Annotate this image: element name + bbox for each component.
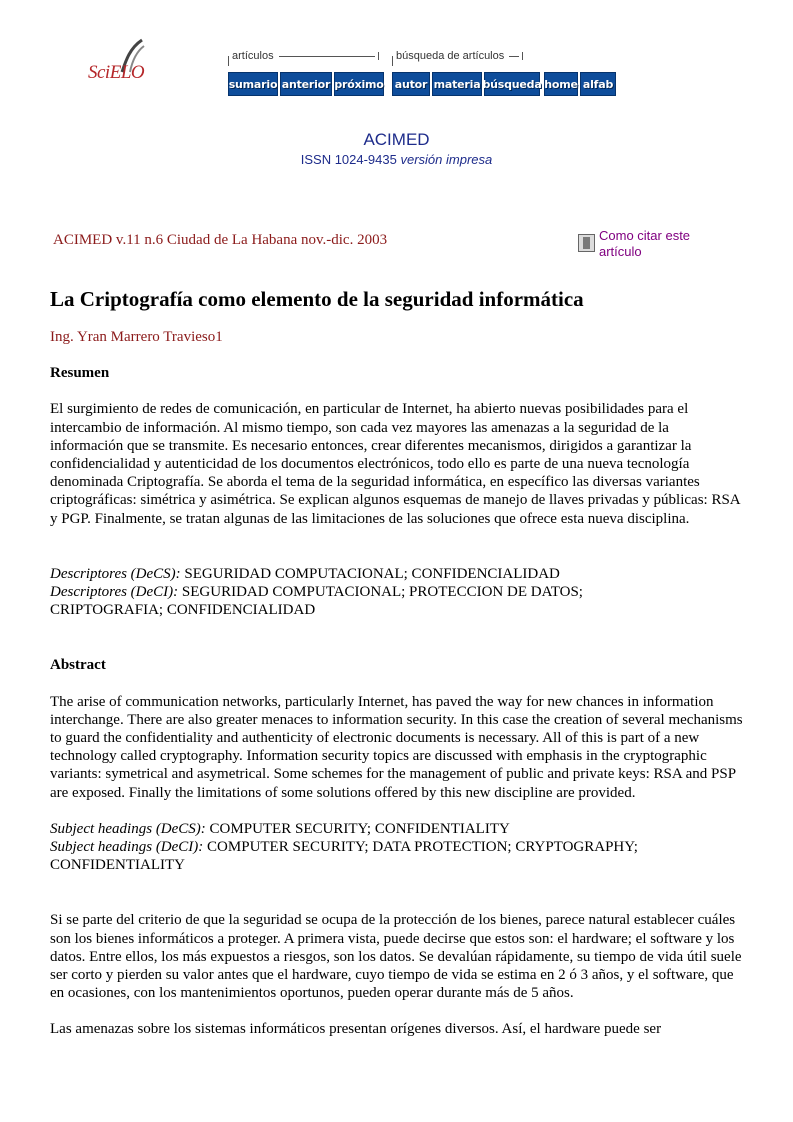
article-content xyxy=(50,284,750,1039)
busqueda-button[interactable]: búsqueda xyxy=(484,72,540,96)
journal-title: ACIMED xyxy=(363,130,430,149)
document-icon xyxy=(578,234,595,252)
autor-button[interactable]: autor xyxy=(392,72,430,96)
cite-article-link[interactable]: Como citar este artículo xyxy=(599,228,691,259)
subject-headings-decs: Subject headings (DeCS): COMPUTER SECURITY; CONFIDENTIALITY xyxy=(50,820,510,837)
decs-descriptors: Descriptores (DeCS): SEGURIDAD COMPUTACIONAL; CONFIDENCIALIDAD xyxy=(50,565,560,582)
resumen-heading: Resumen xyxy=(50,365,110,382)
search-caption: búsqueda de artículos xyxy=(392,50,540,64)
cite-article-box[interactable] xyxy=(578,228,719,260)
extra-buttons xyxy=(544,72,616,96)
articles-caption: artículos xyxy=(228,50,384,64)
articles-buttons xyxy=(228,72,384,96)
materia-button[interactable]: materia xyxy=(432,72,482,96)
body-paragraph-2: Las amenazas sobre los sistemas informáticos presentan orígenes diversos. Así, el hardware puede ser xyxy=(50,1021,662,1038)
issue-citation: ACIMED v.11 n.6 Ciudad de La Habana nov.-dic. 2003 xyxy=(53,232,388,248)
search-buttons xyxy=(392,72,540,96)
article-title: La Criptografía como elemento de la seguridad informática xyxy=(50,287,584,311)
site-header xyxy=(0,0,793,120)
sumario-button[interactable]: sumario xyxy=(228,72,278,96)
deci-descriptors: Descriptores (DeCI): SEGURIDAD COMPUTACIONAL; PROTECCION DE DATOS; CRIPTOGRAFIA; CONFIDENCIALIDAD xyxy=(50,584,583,619)
subject-headings-deci: Subject headings (DeCI): COMPUTER SECURITY; DATA PROTECTION; CRYPTOGRAPHY; CONFIDENTIALITY xyxy=(50,839,638,874)
scielo-logo[interactable] xyxy=(88,38,158,98)
abstract-text: The arise of communication networks, particularly Internet, has paved the way for new chances in information interchange. There are also greater menaces to information security. In this case the creation of several mechanisms to guard the confidentiality and authenticity of electronic documents is necessary. All of this is part of a new technology called cryptography. Information security topics are discussed with emphasis in the cryptographic variants: symetrical and asymetrical. Some schemes for the management of public and private keys: RSA and PSP are exposed. Finally the limitations of some solutions offered by this new discipline are provided. xyxy=(50,693,743,801)
resumen-text: El surgimiento de redes de comunicación, en particular de Internet, ha abierto nuevas posibilidades para el intercambio de información. Al mismo tiempo, son cada vez mayores las amenazas a la seguridad de la información que se transmite. Es necesario entonces, crear diferentes mecanismos, dirigidos a garantizar la confidencialidad y autenticidad de los documentos electrónicos, todo ello es parte de una nueva tecnología denominada Criptografía. Se aborda el tema de la seguridad informática, en específico las diversas variantes criptográficas: simétrica y asimétrica. Se explican algunos esquemas de manejo de llaves privadas y públicas: RSA y PGP. Finalmente, se tratan algunas de las limitaciones de las soluciones que ofrece esta nueva disciplina. xyxy=(50,401,740,527)
journal-issn: ISSN 1024-9435 versión impresa xyxy=(300,152,493,167)
scielo-wordmark: SciELO xyxy=(88,62,145,83)
abstract-heading: Abstract xyxy=(50,657,106,674)
journal-info xyxy=(0,130,793,167)
proximo-button[interactable]: próximo xyxy=(334,72,384,96)
article-author[interactable]: Ing. Yran Marrero Travieso1 xyxy=(50,329,223,345)
home-button[interactable]: home xyxy=(544,72,578,96)
alfab-button[interactable]: alfab xyxy=(580,72,616,96)
anterior-button[interactable]: anterior xyxy=(280,72,332,96)
body-paragraph-1: Si se parte del criterio de que la seguridad se ocupa de la protección de los bienes, parece natural establecer cuáles son los bienes informáticos a proteger. A primera vista, puede decirse que estos son: el hardware; el software y los datos. Entre ellos, los más expuestos a riesgos, son los datos. Se devalúan rápidamente, su tiempo de vida útil suele ser corto y pierden su valor antes que el hardware, cuyo tiempo de vida se estima en 2 ó 3 años, y el software, que en ocasiones, con los mantenimientos oportunos, pueden operar durante más de 5 años. xyxy=(50,912,742,1002)
